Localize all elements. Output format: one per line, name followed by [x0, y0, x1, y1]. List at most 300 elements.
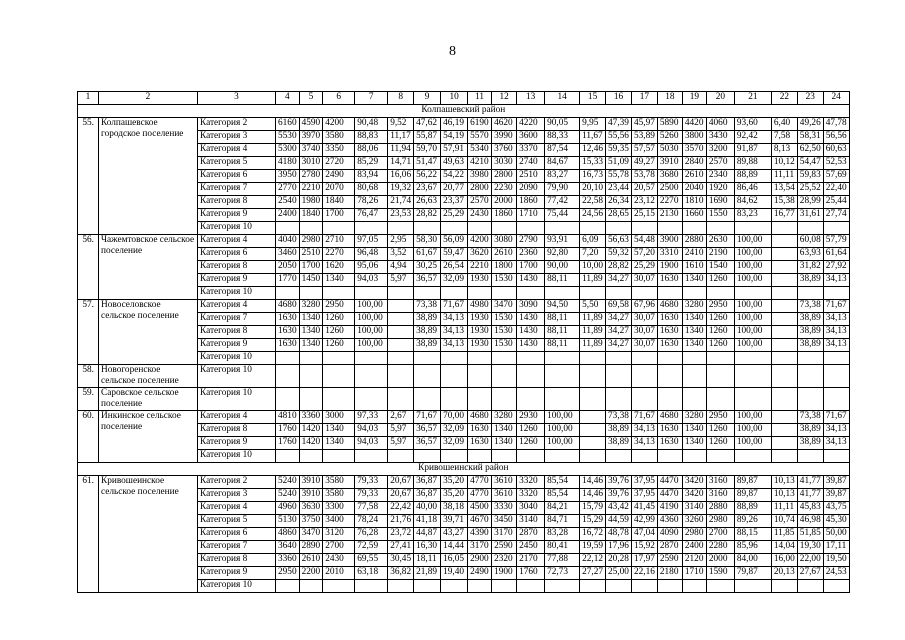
value-cell: 34,13 — [631, 424, 657, 437]
value-cell: 3280 — [682, 300, 706, 313]
value-cell: 59,70 — [414, 144, 441, 157]
value-cell: 2200 — [299, 567, 323, 580]
value-cell: 1430 — [517, 313, 545, 326]
value-cell: 3010 — [299, 157, 323, 170]
value-cell — [797, 222, 823, 235]
value-cell: 2400 — [276, 209, 300, 222]
value-cell: 100,00 — [734, 248, 771, 261]
value-cell: 85,29 — [355, 157, 388, 170]
value-cell: 3090 — [517, 300, 545, 313]
value-cell: 4470 — [657, 489, 682, 502]
category-cell: Категория 10 — [198, 388, 276, 411]
value-cell — [414, 365, 441, 388]
value-cell: 1540 — [706, 261, 734, 274]
value-cell: 20,67 — [388, 476, 414, 489]
value-cell: 56,56 — [823, 131, 849, 144]
value-cell: 39,76 — [606, 476, 632, 489]
value-cell — [682, 365, 706, 388]
value-cell — [441, 352, 468, 365]
value-cell: 3350 — [323, 144, 355, 157]
value-cell: 22,40 — [823, 183, 849, 196]
value-cell — [771, 352, 797, 365]
value-cell: 86,46 — [734, 183, 771, 196]
value-cell — [323, 580, 355, 593]
value-cell: 88,11 — [545, 313, 580, 326]
value-cell: 4670 — [468, 515, 492, 528]
value-cell: 1630 — [276, 313, 300, 326]
value-cell: 1710 — [682, 567, 706, 580]
value-cell: 3640 — [276, 541, 300, 554]
settlement-name: Новогоренское сельское поселение — [99, 365, 198, 388]
value-cell: 1340 — [492, 424, 517, 437]
value-cell — [771, 411, 797, 424]
value-cell: 10,13 — [771, 489, 797, 502]
value-cell: 1530 — [492, 313, 517, 326]
header-cell: 21 — [734, 92, 771, 105]
value-cell: 22,16 — [631, 567, 657, 580]
value-cell: 25,29 — [631, 261, 657, 274]
value-cell — [388, 580, 414, 593]
value-cell: 3740 — [299, 144, 323, 157]
value-cell: 2130 — [657, 209, 682, 222]
value-cell — [299, 388, 323, 411]
value-cell: 1630 — [657, 326, 682, 339]
value-cell — [388, 339, 414, 352]
value-cell — [734, 450, 771, 463]
value-cell — [682, 580, 706, 593]
value-cell: 83,94 — [355, 170, 388, 183]
value-cell: 1340 — [299, 326, 323, 339]
value-cell: 31,61 — [797, 209, 823, 222]
value-cell: 7,58 — [771, 131, 797, 144]
category-cell: Категория 8 — [198, 196, 276, 209]
value-cell: 4470 — [657, 476, 682, 489]
value-cell: 1340 — [492, 437, 517, 450]
value-cell: 23,37 — [441, 196, 468, 209]
value-cell: 14,46 — [580, 489, 606, 502]
value-cell — [657, 450, 682, 463]
value-cell — [545, 352, 580, 365]
value-cell — [771, 580, 797, 593]
category-cell: Категория 4 — [198, 235, 276, 248]
value-cell: 5,50 — [580, 300, 606, 313]
value-cell: 34,13 — [823, 274, 849, 287]
value-cell: 1340 — [682, 424, 706, 437]
header-row — [78, 92, 850, 105]
value-cell: 1590 — [706, 567, 734, 580]
value-cell — [468, 287, 492, 300]
value-cell: 38,89 — [606, 424, 632, 437]
value-cell: 15,79 — [580, 502, 606, 515]
value-cell: 2890 — [299, 541, 323, 554]
value-cell: 71,67 — [631, 411, 657, 424]
value-cell: 3580 — [323, 489, 355, 502]
value-cell: 2950 — [323, 300, 355, 313]
value-cell — [771, 424, 797, 437]
value-cell: 22,12 — [580, 554, 606, 567]
value-cell: 73,38 — [797, 411, 823, 424]
value-cell: 84,21 — [545, 502, 580, 515]
value-cell: 1340 — [682, 437, 706, 450]
value-cell: 2340 — [706, 170, 734, 183]
value-cell: 49,63 — [441, 157, 468, 170]
value-cell: 92,42 — [734, 131, 771, 144]
value-cell: 3980 — [468, 170, 492, 183]
value-cell: 6160 — [276, 118, 300, 131]
value-cell: 77,58 — [355, 502, 388, 515]
value-cell: 17,96 — [606, 541, 632, 554]
value-cell: 88,11 — [545, 339, 580, 352]
value-cell: 2010 — [323, 567, 355, 580]
settlement-number: 56. — [78, 235, 99, 300]
value-cell: 2950 — [706, 300, 734, 313]
value-cell — [388, 326, 414, 339]
value-cell: 71,67 — [414, 411, 441, 424]
value-cell: 11,67 — [580, 131, 606, 144]
value-cell: 45,30 — [823, 515, 849, 528]
value-cell: 2,67 — [388, 411, 414, 424]
value-cell: 25,15 — [631, 209, 657, 222]
value-cell: 89,88 — [734, 157, 771, 170]
value-cell: 46,19 — [441, 118, 468, 131]
value-cell: 3610 — [492, 489, 517, 502]
value-cell: 57,20 — [631, 248, 657, 261]
value-cell — [323, 222, 355, 235]
value-cell — [682, 287, 706, 300]
value-cell — [492, 450, 517, 463]
value-cell: 30,07 — [631, 339, 657, 352]
value-cell: 1700 — [299, 261, 323, 274]
value-cell — [606, 222, 632, 235]
value-cell — [823, 222, 849, 235]
value-cell — [606, 580, 632, 593]
header-cell: 3 — [198, 92, 276, 105]
value-cell — [706, 287, 734, 300]
value-cell: 34,13 — [823, 424, 849, 437]
value-cell: 4680 — [657, 300, 682, 313]
value-cell: 2870 — [657, 541, 682, 554]
category-cell: Категория 10 — [198, 222, 276, 235]
value-cell: 41,77 — [797, 489, 823, 502]
value-cell: 35,20 — [441, 476, 468, 489]
value-cell: 93,91 — [545, 235, 580, 248]
value-cell: 85,54 — [545, 476, 580, 489]
value-cell — [276, 450, 300, 463]
value-cell: 16,05 — [441, 554, 468, 567]
value-cell: 5240 — [276, 476, 300, 489]
value-cell: 3000 — [323, 411, 355, 424]
value-cell: 59,35 — [606, 144, 632, 157]
value-cell — [323, 388, 355, 411]
value-cell: 51,47 — [414, 157, 441, 170]
value-cell: 49,27 — [631, 157, 657, 170]
category-cell: Категория 9 — [198, 437, 276, 450]
header-cell: 12 — [492, 92, 517, 105]
value-cell — [276, 287, 300, 300]
header-cell: 22 — [771, 92, 797, 105]
value-cell: 79,33 — [355, 489, 388, 502]
value-cell: 62,50 — [797, 144, 823, 157]
value-cell: 1630 — [657, 313, 682, 326]
header-cell: 8 — [388, 92, 414, 105]
value-cell: 2270 — [657, 196, 682, 209]
value-cell: 30,25 — [414, 261, 441, 274]
value-cell: 2120 — [682, 554, 706, 567]
value-cell — [441, 580, 468, 593]
value-cell: 58,31 — [797, 131, 823, 144]
value-cell: 3170 — [492, 528, 517, 541]
value-cell: 2610 — [299, 554, 323, 567]
value-cell: 16,30 — [414, 541, 441, 554]
value-cell: 36,57 — [414, 274, 441, 287]
value-cell: 100,00 — [355, 326, 388, 339]
value-cell: 21,76 — [388, 515, 414, 528]
value-cell: 100,00 — [545, 424, 580, 437]
value-cell: 45,97 — [631, 118, 657, 131]
value-cell: 3370 — [517, 144, 545, 157]
value-cell: 25,52 — [797, 183, 823, 196]
settlement-name: Инкинское сельское поселение — [99, 411, 198, 463]
value-cell: 3760 — [492, 144, 517, 157]
value-cell: 4200 — [468, 235, 492, 248]
value-cell: 63,93 — [797, 248, 823, 261]
value-cell: 34,13 — [441, 339, 468, 352]
value-cell: 1700 — [517, 261, 545, 274]
value-cell: 46,98 — [797, 515, 823, 528]
value-cell — [771, 339, 797, 352]
value-cell: 3620 — [468, 248, 492, 261]
value-cell — [323, 352, 355, 365]
value-cell: 4090 — [657, 528, 682, 541]
value-cell: 27,27 — [580, 567, 606, 580]
value-cell: 19,40 — [441, 567, 468, 580]
value-cell: 3,52 — [388, 248, 414, 261]
value-cell: 26,54 — [441, 261, 468, 274]
value-cell: 34,13 — [823, 339, 849, 352]
value-cell: 3950 — [276, 170, 300, 183]
settlement-number: 59. — [78, 388, 99, 411]
value-cell: 36,82 — [388, 567, 414, 580]
value-cell: 34,27 — [606, 326, 632, 339]
value-cell: 2040 — [682, 183, 706, 196]
value-cell: 88,11 — [545, 274, 580, 287]
value-cell: 59,32 — [606, 248, 632, 261]
value-cell: 23,72 — [388, 528, 414, 541]
value-cell: 11,11 — [771, 502, 797, 515]
value-cell: 41,18 — [414, 515, 441, 528]
header-cell: 1 — [78, 92, 99, 105]
value-cell: 2870 — [517, 528, 545, 541]
value-cell: 36,87 — [414, 489, 441, 502]
value-cell: 21,89 — [414, 567, 441, 580]
category-cell: Категория 3 — [198, 131, 276, 144]
value-cell: 38,89 — [797, 339, 823, 352]
value-cell — [441, 365, 468, 388]
value-cell: 16,06 — [388, 170, 414, 183]
value-cell — [631, 352, 657, 365]
value-cell: 100,00 — [734, 274, 771, 287]
value-cell: 1260 — [517, 437, 545, 450]
category-cell: Категория 10 — [198, 287, 276, 300]
settlement-name: Саровское сельское поселение — [99, 388, 198, 411]
value-cell: 71,67 — [823, 411, 849, 424]
value-cell — [441, 222, 468, 235]
header-cell: 23 — [797, 92, 823, 105]
value-cell: 34,27 — [606, 339, 632, 352]
value-cell: 34,27 — [606, 274, 632, 287]
value-cell: 2900 — [468, 554, 492, 567]
category-cell: Категория 5 — [198, 515, 276, 528]
value-cell — [734, 365, 771, 388]
value-cell: 1770 — [276, 274, 300, 287]
value-cell: 5530 — [276, 131, 300, 144]
category-cell: Категория 10 — [198, 352, 276, 365]
value-cell: 28,82 — [606, 261, 632, 274]
value-cell: 4960 — [276, 502, 300, 515]
value-cell — [323, 287, 355, 300]
header-cell: 9 — [414, 92, 441, 105]
value-cell: 2070 — [323, 183, 355, 196]
value-cell — [631, 365, 657, 388]
value-cell: 1340 — [323, 424, 355, 437]
value-cell: 14,44 — [441, 541, 468, 554]
value-cell — [580, 437, 606, 450]
settlement-number: 57. — [78, 300, 99, 365]
value-cell — [771, 365, 797, 388]
value-cell: 4060 — [706, 118, 734, 131]
value-cell: 38,89 — [414, 326, 441, 339]
value-cell: 63,18 — [355, 567, 388, 580]
value-cell: 2000 — [706, 554, 734, 567]
header-cell: 18 — [657, 92, 682, 105]
value-cell — [682, 222, 706, 235]
value-cell: 3320 — [517, 476, 545, 489]
value-cell: 91,87 — [734, 144, 771, 157]
value-cell: 54,47 — [797, 157, 823, 170]
value-cell — [631, 222, 657, 235]
value-cell: 2590 — [657, 554, 682, 567]
value-cell: 4590 — [299, 118, 323, 131]
value-cell — [797, 365, 823, 388]
value-cell — [606, 388, 632, 411]
value-cell: 4680 — [276, 300, 300, 313]
value-cell: 36,87 — [414, 476, 441, 489]
value-cell — [682, 450, 706, 463]
header-cell: 14 — [545, 92, 580, 105]
settlement-name: Новоселовское сельское поселение — [99, 300, 198, 365]
value-cell: 100,00 — [545, 437, 580, 450]
value-cell — [414, 388, 441, 411]
value-cell: 5240 — [276, 489, 300, 502]
value-cell: 5,97 — [388, 274, 414, 287]
value-cell — [323, 450, 355, 463]
value-cell: 3420 — [682, 489, 706, 502]
value-cell: 30,07 — [631, 313, 657, 326]
value-cell: 45,83 — [797, 502, 823, 515]
category-cell: Категория 2 — [198, 476, 276, 489]
value-cell: 1340 — [323, 274, 355, 287]
settlement-name: Колпашевское городское поселение — [99, 118, 198, 235]
value-cell: 1260 — [706, 274, 734, 287]
value-cell: 3600 — [517, 131, 545, 144]
header-cell: 13 — [517, 92, 545, 105]
value-cell: 57,91 — [441, 144, 468, 157]
value-cell: 1920 — [706, 183, 734, 196]
value-cell — [414, 450, 441, 463]
value-cell: 72,73 — [545, 567, 580, 580]
category-cell: Категория 9 — [198, 567, 276, 580]
value-cell: 39,87 — [823, 476, 849, 489]
value-cell: 88,89 — [734, 170, 771, 183]
value-cell — [545, 450, 580, 463]
value-cell: 59,83 — [797, 170, 823, 183]
value-cell: 23,67 — [414, 183, 441, 196]
value-cell: 100,00 — [734, 411, 771, 424]
value-cell: 90,48 — [355, 118, 388, 131]
value-cell: 1930 — [468, 313, 492, 326]
value-cell: 2740 — [517, 157, 545, 170]
value-cell: 2700 — [706, 528, 734, 541]
value-cell: 19,32 — [388, 183, 414, 196]
value-cell: 6,40 — [771, 118, 797, 131]
value-cell: 1900 — [492, 567, 517, 580]
value-cell — [355, 352, 388, 365]
value-cell: 22,58 — [580, 196, 606, 209]
district-name: Кривошеинский район — [78, 463, 850, 476]
value-cell: 2280 — [706, 541, 734, 554]
value-cell: 100,00 — [734, 437, 771, 450]
value-cell: 1930 — [468, 339, 492, 352]
value-cell: 72,59 — [355, 541, 388, 554]
value-cell: 34,13 — [823, 326, 849, 339]
value-cell — [657, 580, 682, 593]
value-cell: 3260 — [682, 515, 706, 528]
value-cell: 80,68 — [355, 183, 388, 196]
value-cell: 1630 — [276, 339, 300, 352]
category-cell: Категория 4 — [198, 144, 276, 157]
value-cell — [606, 365, 632, 388]
value-cell: 4500 — [468, 502, 492, 515]
value-cell: 76,28 — [355, 528, 388, 541]
value-cell: 31,82 — [797, 261, 823, 274]
value-cell: 1260 — [706, 424, 734, 437]
value-cell: 14,46 — [580, 476, 606, 489]
value-cell — [492, 287, 517, 300]
value-cell: 3610 — [492, 476, 517, 489]
value-cell — [631, 580, 657, 593]
value-cell: 88,06 — [355, 144, 388, 157]
value-cell — [580, 388, 606, 411]
value-cell: 96,48 — [355, 248, 388, 261]
value-cell: 3990 — [492, 131, 517, 144]
value-cell — [734, 352, 771, 365]
value-cell — [706, 450, 734, 463]
category-cell: Категория 5 — [198, 157, 276, 170]
value-cell — [299, 222, 323, 235]
table-row — [78, 118, 850, 131]
settlement-name: Чажемтовское сельское поселение — [99, 235, 198, 300]
value-cell: 19,59 — [580, 541, 606, 554]
value-cell — [276, 388, 300, 411]
header-cell: 24 — [823, 92, 849, 105]
value-cell: 2590 — [492, 541, 517, 554]
value-cell: 8,13 — [771, 144, 797, 157]
value-cell: 16,77 — [771, 209, 797, 222]
value-cell — [797, 388, 823, 411]
category-cell: Категория 3 — [198, 489, 276, 502]
value-cell: 3040 — [517, 502, 545, 515]
value-cell: 44,59 — [606, 515, 632, 528]
